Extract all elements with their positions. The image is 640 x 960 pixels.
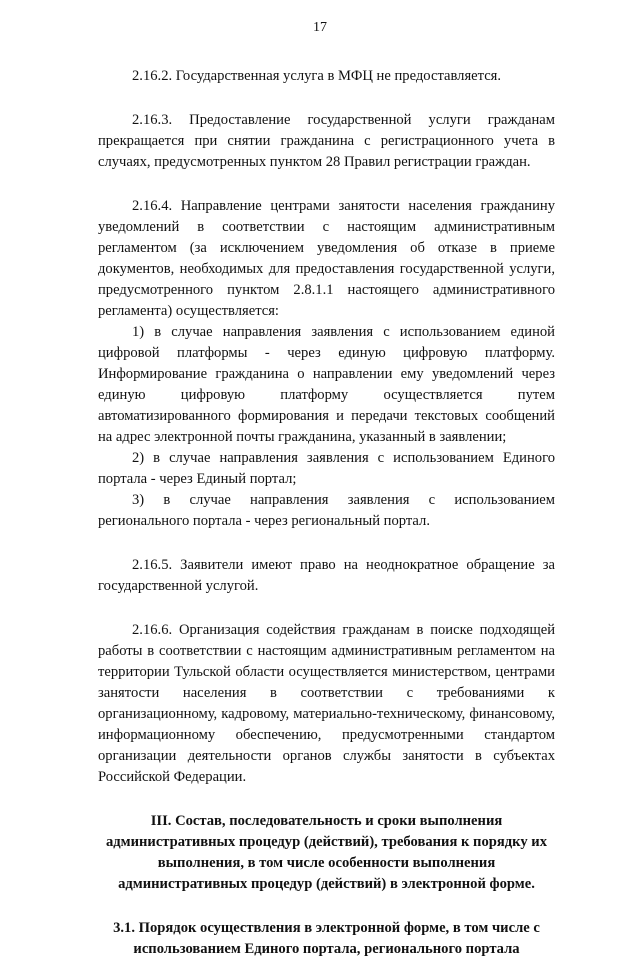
page-number: 17	[313, 20, 327, 35]
list-item-1: 1) в случае направления заявления с использованием единой цифровой платформы - через единую цифровую платформу. Информирование гражданина о направлении ему уведомлений через единую цифровую платформу осуществляется путем автоматизированного формирования и передачи текстовых сообщений на адрес электронной почты гражданина, указанный в заявлении;	[98, 324, 555, 445]
subsection-heading: 3.1. Порядок осуществления в электронной форме, в том числе с использованием Единого портала, регионального портала	[113, 920, 540, 957]
paragraph-2-16-6: 2.16.6. Организация содействия гражданам в поиске подходящей работы в соответствии с настоящим административным регламентом на территории Тульской области осуществляется министерством, центрами занятости населения в соответствии с требованиями к организационному, кадровому, материально-техническому, финансовому, информационному обеспечению, предусмотренными стандартом организации деятельности органов службы занятости в субъектах Российской Федерации.	[98, 622, 555, 785]
section-heading: III. Состав, последовательность и сроки выполнения административных процедур (действий), требования к порядку их выполнения, в том числе особенности выполнения административных процедур (действий) в электронной форме.	[105, 813, 548, 892]
paragraph-2-16-5: 2.16.5. Заявители имеют право на неоднократное обращение за государственной услугой.	[98, 557, 555, 594]
paragraph-2-16-4: 2.16.4. Направление центрами занятости населения гражданину уведомлений в соответствии с настоящим административным регламентом (за исключением уведомления об отказе в приеме документов, необходимых для предоставления государственной услуги, предусмотренного пунктом 2.8.1.1 настоящего административного регламента) осуществляется:	[98, 198, 555, 319]
paragraph-2-16-3: 2.16.3. Предоставление государственной услуги гражданам прекращается при снятии гражданина с регистрационного учета в случаях, предусмотренных пунктом 28 Правил регистрации граждан.	[98, 112, 555, 170]
document-body	[98, 66, 555, 960]
paragraph-2-16-2: 2.16.2. Государственная услуга в МФЦ не предоставляется.	[132, 68, 502, 84]
list-item-2: 2) в случае направления заявления с использованием Единого портала - через Единый портал;	[98, 450, 555, 487]
list-item-3: 3) в случае направления заявления с использованием регионального портала - через региональный портал.	[98, 492, 555, 529]
